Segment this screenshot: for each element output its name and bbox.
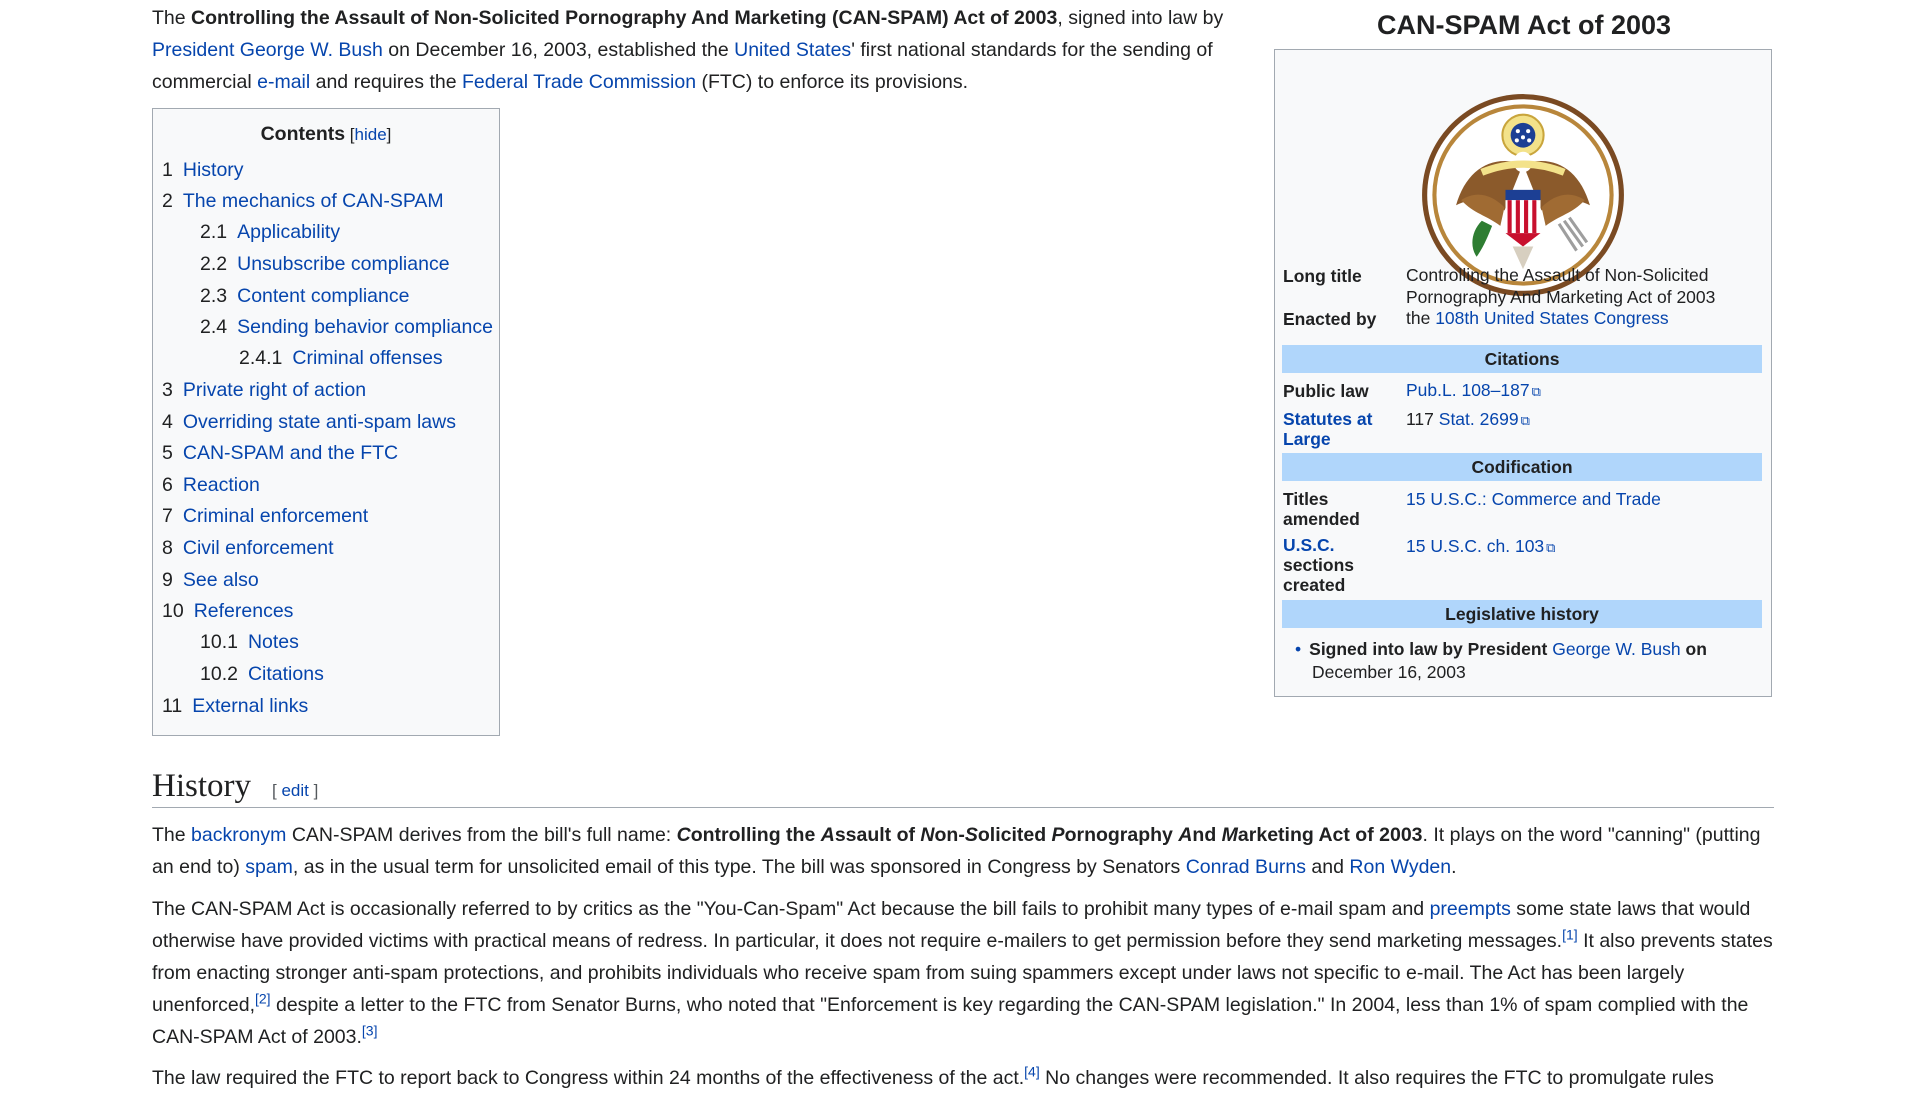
leg-text: Signed into law by President (1309, 639, 1553, 659)
para-text: It also prevents states from enacting stronger anti-spam protections, and prohibits individuals who receive spam from suing spammers except under laws not specific to e-mail. The Act has been largely unenforced, (152, 930, 1773, 1016)
toc-num: 7 (162, 505, 173, 527)
toc-num: 10 (162, 600, 184, 622)
enacted-value (1406, 307, 1669, 329)
toc-item-applicability[interactable] (200, 221, 340, 244)
toc-link[interactable]: See also (182, 569, 259, 591)
usc-sections-value (1406, 535, 1555, 559)
toc-link[interactable]: Citations (247, 663, 324, 685)
toc-bracket: [ (345, 125, 355, 144)
para-text: The (152, 824, 192, 846)
reference-4[interactable]: [4] (1024, 1063, 1040, 1080)
toc-item-criminal-enforcement[interactable] (162, 505, 368, 528)
toc-item-unsubscribe[interactable] (200, 253, 450, 276)
para-text: No changes were recommended. It also requires the FTC to promulgate rules (1039, 1067, 1714, 1089)
long-title-value: Controlling the Assault of Non-Solicited Pornography And Marketing Act of 2003 (1406, 265, 1716, 307)
toc-link[interactable]: Civil enforcement (182, 537, 334, 559)
intro-bold-name: Controlling the Assault of Non-Solicited Pornography And Marketing (CAN-SPAM) Act of 2003 (191, 7, 1058, 29)
reference-3[interactable]: [3] (361, 1022, 378, 1039)
toc-num: 4 (162, 411, 173, 433)
enacted-prefix: the (1406, 308, 1436, 328)
toc-link[interactable]: Criminal offenses (292, 347, 443, 369)
edit-bracket: [ (272, 781, 282, 800)
toc-item-content[interactable] (200, 285, 409, 308)
toc-item-external-links[interactable] (162, 695, 308, 718)
para-text: . (1451, 856, 1457, 878)
toc-num: 3 (162, 379, 173, 401)
toc-link[interactable]: Applicability (237, 221, 341, 243)
history-divider (152, 807, 1774, 808)
toc-link[interactable]: Unsubscribe compliance (237, 253, 450, 275)
toc-link[interactable]: The mechanics of CAN-SPAM (182, 190, 444, 212)
toc-item-civil-enforcement[interactable] (162, 537, 334, 560)
para-text: . It plays on the word "canning" (putting an end to) (152, 824, 1761, 878)
toc-num: 1 (162, 159, 173, 181)
enacted-label: Enacted by (1283, 309, 1377, 329)
toc-num: 10.2 (200, 663, 238, 685)
link-george-bush[interactable]: George W. Bush (1552, 639, 1681, 659)
external-link-icon: ⧉ (1520, 413, 1530, 428)
history-heading: History (152, 768, 251, 804)
titles-amended-value (1406, 488, 1661, 510)
statutes-label-link[interactable]: Statutes at Large (1283, 409, 1373, 449)
para-text: CAN-SPAM derives from the bill's full name: (286, 824, 677, 846)
toc-item-can-spam-ftc[interactable] (162, 442, 398, 465)
para-text: some state laws that would otherwise have provided victims with practical means of redress. In particular, it does not require e-mailers to get permission before they send marketing messages. (152, 898, 1751, 952)
link-15-usc[interactable]: 15 U.S.C.: Commerce and Trade (1406, 489, 1661, 509)
intro-text: on December 16, 2003, established the (382, 39, 735, 61)
toc-item-reaction[interactable] (162, 474, 260, 497)
usc-label-rest: sections created (1283, 555, 1354, 595)
toc-title (153, 123, 499, 146)
intro-text: (FTC) to enforce its provisions. (696, 71, 969, 93)
link-united-states[interactable]: United States (734, 39, 852, 61)
link-ch-103[interactable]: ch. 103 (1486, 536, 1545, 556)
public-law-label: Public law (1283, 381, 1369, 401)
toc-num: 10.1 (200, 631, 238, 653)
link-public-law[interactable]: Pub.L. 108–187 (1406, 380, 1530, 400)
para-text: despite a letter to the FTC from Senator Burns, who noted that "Enforcement is key regarding the CAN-SPAM legislation." In 2004, less than 1% of spam complied with the CAN-SPAM Act of 2003. (152, 994, 1749, 1048)
toc-num: 6 (162, 474, 173, 496)
toc-item-history[interactable] (162, 159, 244, 182)
link-ftc[interactable]: Federal Trade Commission (461, 71, 697, 93)
bullet-icon: • (1295, 639, 1302, 659)
toc-item-citations[interactable] (200, 663, 324, 686)
public-law-value (1406, 379, 1541, 403)
link-stat[interactable]: Stat. (1438, 409, 1475, 429)
toc-link[interactable]: Criminal enforcement (182, 505, 369, 527)
toc-link[interactable]: History (182, 159, 244, 181)
external-link-icon: ⧉ (1531, 384, 1541, 399)
history-edit-link[interactable]: edit (281, 781, 309, 800)
toc-num: 2.1 (200, 221, 228, 243)
toc-num: 8 (162, 537, 173, 559)
history-edit (272, 781, 318, 801)
link-2699[interactable]: 2699 (1479, 409, 1519, 429)
legislative-history-date: December 16, 2003 (1312, 662, 1466, 682)
edit-bracket: ] (308, 781, 319, 800)
para-text: and (1306, 856, 1350, 878)
toc-item-notes[interactable] (200, 631, 299, 654)
toc-link[interactable]: Private right of action (182, 379, 367, 401)
long-title-label: Long title (1283, 266, 1362, 286)
toc-hide-link[interactable]: hide (354, 125, 387, 144)
toc-num: 9 (162, 569, 173, 591)
intro-paragraph (152, 2, 1262, 98)
link-email[interactable]: e-mail (257, 71, 311, 93)
link-spam[interactable]: spam (245, 856, 293, 878)
toc-link[interactable]: Notes (247, 631, 299, 653)
toc-num: 11 (162, 695, 183, 717)
citations-header: Citations (1282, 345, 1762, 373)
intro-text: ' first national standards for the sending of commercial (152, 39, 1213, 93)
legislative-history-item (1295, 638, 1735, 660)
toc-item-sending[interactable] (200, 316, 493, 339)
usc-sections-label (1283, 535, 1383, 595)
reference-2[interactable]: [2] (255, 990, 271, 1007)
codification-header: Codification (1282, 453, 1762, 481)
history-paragraph-1 (152, 819, 1774, 883)
toc-num: 2.4 (200, 316, 228, 338)
titles-amended-label: Titles amended (1283, 489, 1360, 529)
toc-link[interactable]: CAN-SPAM and the FTC (182, 442, 399, 464)
para-text: The CAN-SPAM Act is occasionally referred to by critics as the "You-Can-Spam" Act because the bill fails to prohibit many types of e-mail spam and (152, 898, 1430, 920)
toc-link[interactable]: References (193, 600, 294, 622)
toc-num: 5 (162, 442, 173, 464)
toc-item-criminal-offenses[interactable] (239, 347, 443, 370)
link-president[interactable]: President George W. Bush (152, 39, 383, 61)
toc-item-references[interactable] (162, 600, 293, 623)
table-of-contents (152, 108, 500, 736)
link-backronym[interactable]: backronym (191, 824, 287, 846)
history-paragraph-3 (152, 1062, 1774, 1094)
link-preempts[interactable]: preempts (1429, 898, 1511, 920)
link-ron-wyden[interactable]: Ron Wyden (1349, 856, 1452, 878)
link-usc[interactable]: U.S.C. (1283, 535, 1335, 555)
link-15-usc-2[interactable]: 15 U.S.C. (1406, 536, 1482, 556)
reference-1[interactable]: [1] (1562, 926, 1578, 943)
link-108th-congress[interactable]: 108th United States Congress (1435, 308, 1669, 328)
toc-num: 2.2 (200, 253, 228, 275)
toc-link[interactable]: Sending behavior compliance (237, 316, 493, 338)
infobox (1274, 49, 1772, 697)
intro-text: and requires the (310, 71, 462, 93)
toc-link[interactable]: Content compliance (237, 285, 410, 307)
bold-full-name: Controlling the Assault of Non-Solicited Pornography And Marketing Act of 2003 (676, 824, 1423, 846)
toc-item-overriding[interactable] (162, 411, 456, 434)
toc-item-private-right[interactable] (162, 379, 366, 402)
toc-num: 2 (162, 190, 173, 212)
toc-link[interactable]: Reaction (182, 474, 260, 496)
statutes-prefix: 117 (1406, 409, 1439, 429)
infobox-caption: CAN-SPAM Act of 2003 (1376, 10, 1672, 40)
toc-num: 2.4.1 (239, 347, 283, 369)
external-link-icon: ⧉ (1546, 540, 1556, 555)
para-text: , as in the usual term for unsolicited email of this type. The bill was sponsored in Congress by Senators (292, 856, 1186, 878)
statutes-value (1406, 408, 1530, 432)
link-conrad-burns[interactable]: Conrad Burns (1185, 856, 1307, 878)
toc-link[interactable]: Overriding state anti-spam laws (182, 411, 456, 433)
toc-item-see-also[interactable] (162, 569, 259, 592)
toc-bracket: ] (386, 125, 392, 144)
toc-item-mechanics[interactable] (162, 190, 444, 213)
toc-heading: Contents (260, 123, 346, 145)
leg-text: on (1680, 639, 1707, 659)
intro-text: , signed into law by (1057, 7, 1224, 29)
toc-num: 2.3 (200, 285, 228, 307)
history-paragraph-2 (152, 893, 1774, 1053)
legislative-history-header: Legislative history (1282, 600, 1762, 628)
intro-text: The (152, 7, 192, 29)
para-text: The law required the FTC to report back to Congress within 24 months of the effectiveness of the act. (152, 1067, 1025, 1089)
toc-link[interactable]: External links (192, 695, 309, 717)
